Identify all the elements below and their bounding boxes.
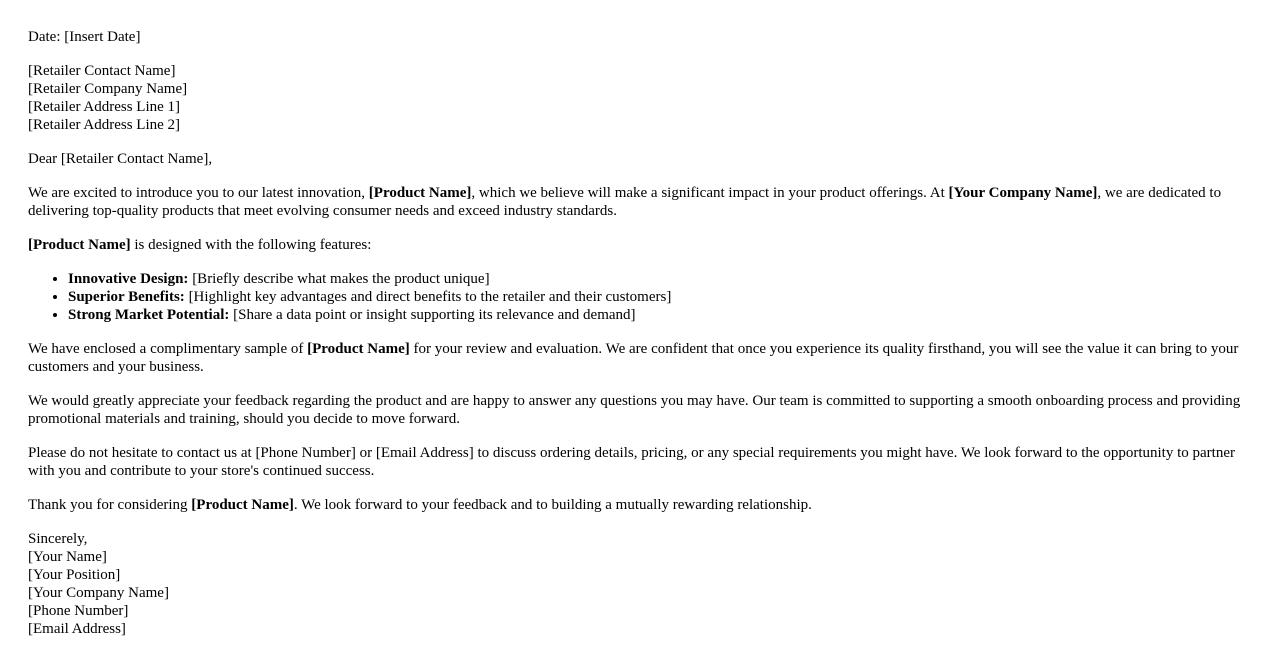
feature-text: [Highlight key advantages and direct benefits to the retailer and their customers] <box>184 289 672 305</box>
features-intro <box>28 236 1254 254</box>
features-intro-product-name: [Product Name] <box>28 237 131 253</box>
sample-text-1: We have enclosed a complimentary sample of <box>28 341 308 357</box>
thanks-text-2: . We look forward to your feedback and to building a mutually rewarding relationship. <box>293 497 812 513</box>
recipient-contact-name: [Retailer Contact Name] <box>28 63 176 79</box>
features-list <box>28 270 1254 324</box>
thanks-text-1: Thank you for considering <box>28 497 192 513</box>
sender-phone: [Phone Number] <box>28 603 129 619</box>
feature-item <box>68 288 1254 306</box>
intro-text-2: , which we believe will make a significant impact in your product offerings. At <box>471 185 949 201</box>
thanks-paragraph <box>28 496 1254 514</box>
feature-text: [Briefly describe what makes the product unique] <box>188 271 490 287</box>
feature-item <box>68 270 1254 288</box>
intro-product-name: [Product Name] <box>368 185 472 201</box>
date-line: Date: [Insert Date] <box>28 29 141 45</box>
sample-paragraph <box>28 340 1254 376</box>
sample-product-name: [Product Name] <box>307 341 410 357</box>
sender-name: [Your Name] <box>28 549 107 565</box>
thanks-product-name: [Product Name] <box>191 497 294 513</box>
recipient-address-line-1: [Retailer Address Line 1] <box>28 99 181 115</box>
intro-text-1: We are excited to introduce you to our latest innovation, <box>28 185 369 201</box>
feature-item <box>68 306 1254 324</box>
sender-company: [Your Company Name] <box>28 585 169 601</box>
feature-title: Strong Market Potential: <box>68 307 230 323</box>
signature-block <box>28 530 1254 638</box>
intro-paragraph <box>28 184 1254 220</box>
contact-paragraph: Please do not hesitate to contact us at [Phone Number] or [Email Address] to discuss ordering details, pricing, or any special requirements you might have. We look forward to the opportunity to partner with you and contribute to your store's continued success. <box>28 445 1235 479</box>
recipient-company-name: [Retailer Company Name] <box>28 81 188 97</box>
sample-text-2: for your review and evaluation. We are confident that once you experience its quality firsthand, you will see the value it can bring to your customers and your business. <box>28 341 1239 375</box>
feedback-paragraph: We would greatly appreciate your feedback regarding the product and are happy to answer any questions you may have. Our team is committed to supporting a smooth onboarding process and providing promotional materials and training, should you decide to move forward. <box>28 393 1241 427</box>
feature-title: Innovative Design: <box>68 271 189 287</box>
feature-text: [Share a data point or insight supporting its relevance and demand] <box>229 307 636 323</box>
recipient-address-line-2: [Retailer Address Line 2] <box>28 117 181 133</box>
intro-company-name: [Your Company Name] <box>948 185 1098 201</box>
sender-email: [Email Address] <box>28 621 126 637</box>
features-intro-text: is designed with the following features: <box>130 237 372 253</box>
feature-title: Superior Benefits: <box>68 289 185 305</box>
salutation: Dear [Retailer Contact Name], <box>28 151 213 167</box>
sign-off: Sincerely, <box>28 531 88 547</box>
recipient-address-block <box>28 62 1254 134</box>
sender-position: [Your Position] <box>28 567 121 583</box>
intro-text-3: , we are dedicated to delivering top-quality products that meet evolving consumer needs and exceed industry standards. <box>28 185 1222 219</box>
